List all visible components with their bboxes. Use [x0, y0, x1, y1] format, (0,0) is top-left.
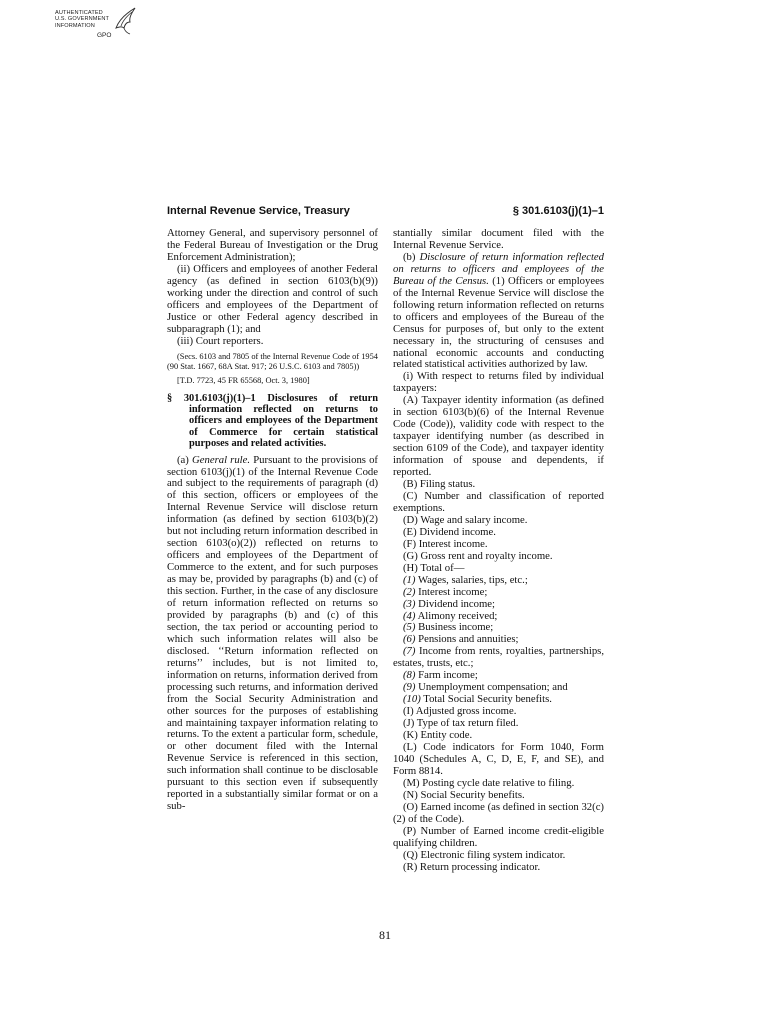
paragraph-text: Pursuant to the provisions of section 6103(j)(1) of the Internal Revenue Code and subject to the requirements of paragraph (d) of this section, officers or employees of the Internal Revenue Service will disclose return information (as defined by section 6103(b)(2) but not including return information described in section 6103(o)(2)) reflected on returns to officers and employees of the Department of Commerce to the extent, and for such purposes as may be, provided by paragraphs (b) and (c) of this section. Further, in the case of any disclosure of return information reflected on returns so provided by paragraphs (b) and (c) of this section, the tax period or accounting period to which such information relates will also be disclosed. ‘‘Return information reflected on returns’’ includes, but is not limited to, information on returns, information derived from processing such returns, and information derived from the Social Security Administration and other sources for the purposes of establishing and maintaining taxpayer information relating to returns. To the extent a particular form, schedule, or other document filed with the Internal Revenue Service is referenced in this section, such information shall continue to be disclosable pursuant to this section even if subsequently reported in a substantially similar format or on a sub- [167, 453, 378, 813]
list-item: (J) Type of tax return filed. [403, 717, 519, 730]
eagle-icon [113, 6, 139, 36]
paragraph-a [167, 455, 378, 814]
list-item: (F) Interest income. [403, 537, 488, 550]
list-item: (E) Dividend income. [403, 525, 496, 538]
item-text: Wages, salaries, tips, etc.; [417, 573, 528, 586]
item-text: Dividend income; [418, 597, 496, 610]
logo-gpo-label: GPO [97, 32, 112, 39]
paragraph-label: (a) [177, 453, 189, 466]
item-text: Interest income; [418, 585, 488, 598]
logo-line-1: AUTHENTICATED [55, 10, 103, 16]
paragraph-b [393, 252, 604, 372]
item-number: (2) [403, 585, 416, 598]
item-text: Farm income; [418, 669, 478, 682]
item-number: (6) [403, 633, 416, 646]
item-text: Business income; [418, 621, 494, 634]
left-column [167, 228, 378, 813]
item-number: (10) [403, 693, 421, 706]
item-number: (3) [403, 597, 416, 610]
paragraph: Attorney General, and supervisory personnel of the Federal Bureau of Investigation or the Drug Enforcement Administration); [167, 227, 378, 263]
list-item: (R) Return processing indicator. [403, 860, 541, 873]
header-section: § 301.6103(j)(1)–1 [512, 205, 604, 217]
running-header [167, 205, 604, 221]
logo-line-3: INFORMATION [55, 22, 95, 29]
item-number: (1) [403, 573, 416, 586]
paragraph-title: Disclosure of return information reflected on returns to officers and employees of the Bureau of the Census. [393, 250, 604, 287]
paragraph-title: General rule. [192, 453, 251, 466]
paragraph: stantially similar document filed with the Internal Revenue Service. [393, 227, 604, 251]
list-item: (N) Social Security benefits. [403, 788, 525, 801]
paragraph: (iii) Court reporters. [177, 334, 264, 347]
item-text: Pensions and annuities; [418, 633, 519, 646]
list-item: (G) Gross rent and royalty income. [403, 549, 553, 562]
logo-line-2: U.S. GOVERNMENT [55, 16, 110, 23]
list-item: (D) Wage and salary income. [403, 513, 528, 526]
item-text: Total Social Security benefits. [423, 693, 552, 706]
list-item: (K) Entity code. [403, 729, 473, 742]
item-number: (9) [403, 681, 416, 694]
list-item: (P) Number of Earned income credit-eligible qualifying children. [393, 824, 604, 849]
list-item: (H) Total of— [403, 561, 465, 574]
source-note: [T.D. 7723, 45 FR 65568, Oct. 3, 1980] [177, 375, 310, 385]
list-item: (A) Taxpayer identity information (as defined in section 6103(b)(6) of the Internal Revenue Code (Code)), validity code with respect to the taxpayer identifying number (as described in section 6109 of the Code), and taxpayer identity information of spouse and dependents, if reported. [393, 394, 604, 479]
item-number: (8) [403, 669, 416, 682]
item-number: (7) [403, 645, 416, 658]
paragraph-text: (1) Officers or employees of the Internal Revenue Service will disclose the following return information reflected on returns to officers and employees of the Bureau of the Census for purposes of, but only to the extent necessary in, the structuring of censuses and national economic accounts and conducting related statistical activities authorized by law. [393, 274, 604, 371]
gpo-authentication-logo [55, 6, 150, 48]
list-item: (O) Earned income (as defined in section 32(c)(2) of the Code). [393, 800, 604, 825]
list-item: (L) Code indicators for Form 1040, Form 1040 (Schedules A, C, D, E, F, and SE), and Form 8814. [393, 740, 604, 777]
item-text: Alimony received; [417, 609, 498, 622]
paragraph: (ii) Officers and employees of another Federal agency (as defined in section 6103(b)(9)) working under the direction and control of such officers and employees of the Department of Justice or other Federal agency described in subparagraph (1); and [167, 262, 378, 335]
list-item: (I) Adjusted gross income. [403, 705, 517, 718]
item-number: (5) [403, 621, 416, 634]
list-item: (i) With respect to returns filed by individual taxpayers: [393, 370, 604, 395]
logo-text [55, 10, 109, 29]
authority-note: (Secs. 6103 and 7805 of the Internal Revenue Code of 1954 (90 Stat. 1667, 68A Stat. 917; 26 U.S.C. 6103 and 7805)) [167, 351, 378, 371]
list-item: (M) Posting cycle date relative to filing. [403, 776, 575, 789]
list-item: (B) Filing status. [403, 478, 476, 491]
right-column [393, 228, 604, 873]
list-item: (C) Number and classification of reported exemptions. [393, 489, 604, 514]
item-text: Income from rents, royalties, partnerships, estates, trusts, etc.; [393, 645, 604, 670]
section-heading: § 301.6103(j)(1)–1 Disclosures of return information reflected on returns to officers and employees of the Department of Commerce for certain statistical purposes and related activities. [167, 392, 378, 450]
page-number: 81 [379, 928, 391, 942]
paragraph-label: (b) [403, 250, 416, 263]
list-item: (Q) Electronic filing system indicator. [403, 848, 566, 861]
header-agency: Internal Revenue Service, Treasury [167, 205, 350, 217]
item-text: Unemployment compensation; and [418, 681, 568, 694]
list-item [393, 646, 604, 670]
item-number: (4) [403, 609, 416, 622]
